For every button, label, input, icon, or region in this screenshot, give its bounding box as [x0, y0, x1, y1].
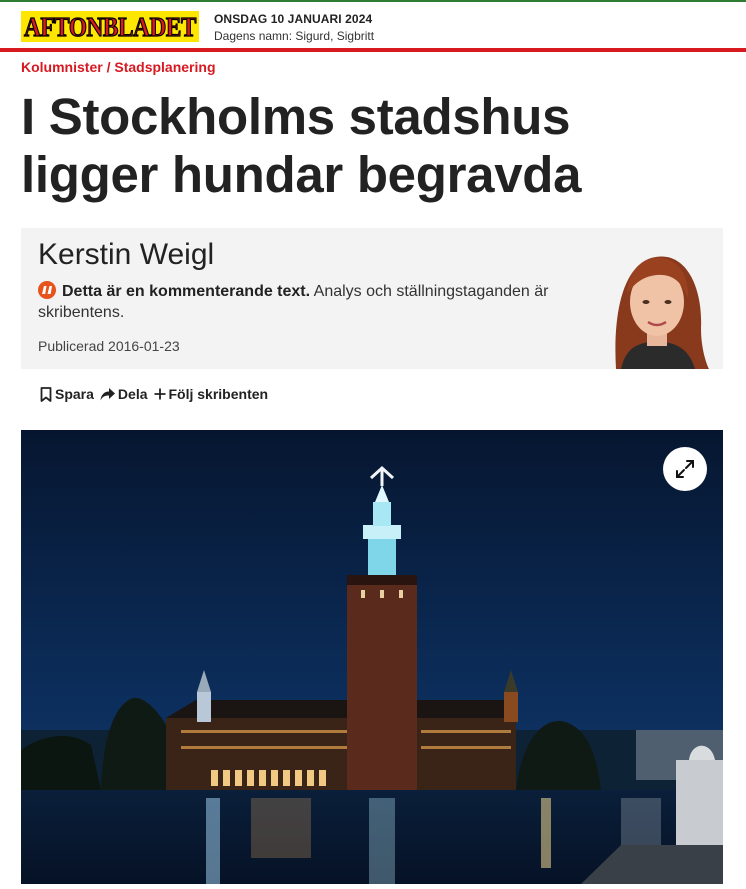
follow-author-button[interactable]: [154, 386, 269, 402]
opinion-disclaimer: [38, 281, 578, 323]
quote-icon: [38, 281, 56, 299]
plus-icon: [154, 388, 166, 400]
aftonbladet-logo[interactable]: [21, 11, 199, 42]
svg-text:AFTONBLADET: AFTONBLADET: [24, 12, 197, 42]
names-of-day: Dagens namn: Sigurd, Sigbritt: [214, 29, 375, 43]
disclaimer-bold: Detta är en kommenterande text.: [62, 283, 311, 300]
share-arrow-icon: [100, 388, 115, 401]
share-label: Dela: [117, 386, 148, 402]
author-portrait: [591, 228, 723, 369]
save-button[interactable]: [40, 386, 94, 402]
share-button[interactable]: [100, 386, 148, 402]
site-header: [0, 0, 746, 52]
bookmark-icon: [40, 387, 52, 402]
expand-image-button[interactable]: [663, 447, 707, 491]
article-main-image[interactable]: [21, 430, 723, 884]
article-actions: [40, 386, 268, 402]
author-name[interactable]: Kerstin Weigl: [38, 238, 215, 271]
article-headline: I Stockholms stadshus ligger hundar begravda: [21, 88, 582, 203]
current-date: ONSDAG 10 JANUARI 2024: [214, 12, 373, 26]
breadcrumb-stadsplanering[interactable]: Stadsplanering: [114, 59, 216, 75]
breadcrumb-separator: /: [102, 59, 115, 75]
date-box: [214, 12, 374, 43]
header-top-line: [0, 0, 746, 2]
save-label: Spara: [55, 386, 94, 402]
follow-label: Följ skribenten: [168, 386, 269, 402]
author-box: [21, 228, 723, 369]
breadcrumb-kolumnister[interactable]: Kolumnister: [21, 59, 103, 75]
published-date: Publicerad 2016-01-23: [38, 338, 180, 354]
breadcrumb: [21, 59, 216, 75]
disclaimer-rest: Analys och ställningstaganden är skribentens.: [38, 283, 549, 321]
expand-icon: [675, 459, 695, 479]
